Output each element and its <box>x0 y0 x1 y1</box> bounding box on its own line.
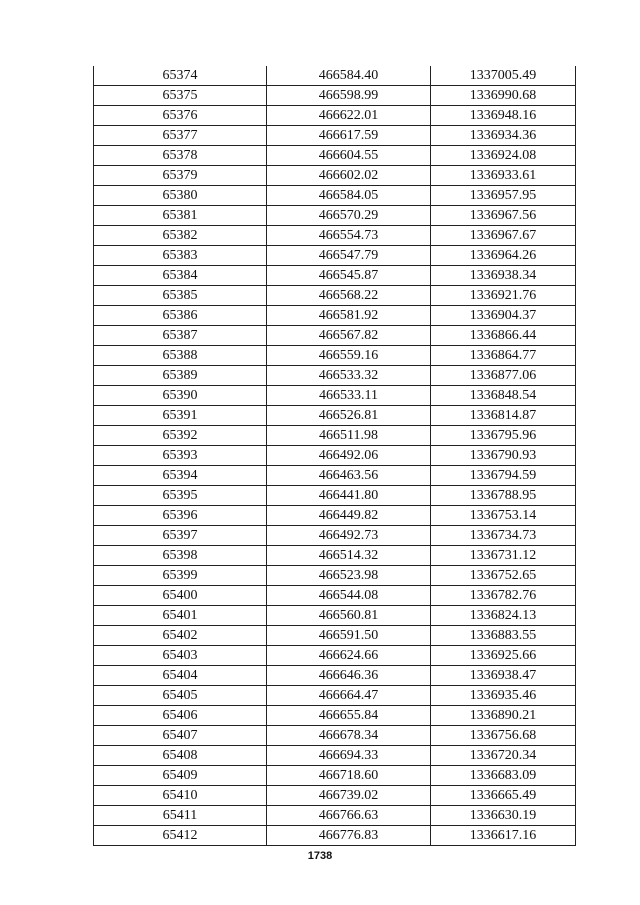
x-coordinate-cell: 466568.22 <box>267 286 431 306</box>
table-row <box>94 326 576 346</box>
table-row <box>94 446 576 466</box>
table-row <box>94 506 576 526</box>
y-coordinate-cell: 1336864.77 <box>431 346 576 366</box>
x-coordinate-cell: 466694.33 <box>267 746 431 766</box>
x-coordinate-cell: 466584.05 <box>267 186 431 206</box>
y-coordinate-cell: 1336933.61 <box>431 166 576 186</box>
table-row <box>94 346 576 366</box>
table-row <box>94 66 576 86</box>
point-id-cell: 65384 <box>94 266 267 286</box>
point-id-cell: 65394 <box>94 466 267 486</box>
y-coordinate-cell: 1336938.47 <box>431 666 576 686</box>
table-row <box>94 266 576 286</box>
x-coordinate-cell: 466604.55 <box>267 146 431 166</box>
x-coordinate-cell: 466739.02 <box>267 786 431 806</box>
x-coordinate-cell: 466449.82 <box>267 506 431 526</box>
y-coordinate-cell: 1337005.49 <box>431 66 576 86</box>
x-coordinate-cell: 466622.01 <box>267 106 431 126</box>
y-coordinate-cell: 1336934.36 <box>431 126 576 146</box>
table-row <box>94 526 576 546</box>
x-coordinate-cell: 466526.81 <box>267 406 431 426</box>
x-coordinate-cell: 466598.99 <box>267 86 431 106</box>
y-coordinate-cell: 1336814.87 <box>431 406 576 426</box>
point-id-cell: 65383 <box>94 246 267 266</box>
coordinate-table <box>93 66 576 846</box>
x-coordinate-cell: 466441.80 <box>267 486 431 506</box>
point-id-cell: 65389 <box>94 366 267 386</box>
table-row <box>94 166 576 186</box>
y-coordinate-cell: 1336967.56 <box>431 206 576 226</box>
x-coordinate-cell: 466570.29 <box>267 206 431 226</box>
table-row <box>94 286 576 306</box>
point-id-cell: 65392 <box>94 426 267 446</box>
table-row <box>94 226 576 246</box>
point-id-cell: 65388 <box>94 346 267 366</box>
table-row <box>94 246 576 266</box>
table-row <box>94 706 576 726</box>
point-id-cell: 65377 <box>94 126 267 146</box>
y-coordinate-cell: 1336877.06 <box>431 366 576 386</box>
x-coordinate-cell: 466463.56 <box>267 466 431 486</box>
point-id-cell: 65407 <box>94 726 267 746</box>
point-id-cell: 65397 <box>94 526 267 546</box>
point-id-cell: 65406 <box>94 706 267 726</box>
y-coordinate-cell: 1336824.13 <box>431 606 576 626</box>
x-coordinate-cell: 466511.98 <box>267 426 431 446</box>
point-id-cell: 65381 <box>94 206 267 226</box>
x-coordinate-cell: 466492.06 <box>267 446 431 466</box>
table-row <box>94 206 576 226</box>
y-coordinate-cell: 1336866.44 <box>431 326 576 346</box>
x-coordinate-cell: 466664.47 <box>267 686 431 706</box>
y-coordinate-cell: 1336883.55 <box>431 626 576 646</box>
table-row <box>94 786 576 806</box>
x-coordinate-cell: 466560.81 <box>267 606 431 626</box>
x-coordinate-cell: 466554.73 <box>267 226 431 246</box>
point-id-cell: 65405 <box>94 686 267 706</box>
y-coordinate-cell: 1336938.34 <box>431 266 576 286</box>
table-row <box>94 806 576 826</box>
point-id-cell: 65403 <box>94 646 267 666</box>
table-row <box>94 606 576 626</box>
table-row <box>94 646 576 666</box>
x-coordinate-cell: 466646.36 <box>267 666 431 686</box>
x-coordinate-cell: 466617.59 <box>267 126 431 146</box>
y-coordinate-cell: 1336630.19 <box>431 806 576 826</box>
point-id-cell: 65378 <box>94 146 267 166</box>
x-coordinate-cell: 466533.32 <box>267 366 431 386</box>
point-id-cell: 65411 <box>94 806 267 826</box>
y-coordinate-cell: 1336964.26 <box>431 246 576 266</box>
table-row <box>94 426 576 446</box>
y-coordinate-cell: 1336788.95 <box>431 486 576 506</box>
point-id-cell: 65387 <box>94 326 267 346</box>
point-id-cell: 65404 <box>94 666 267 686</box>
point-id-cell: 65385 <box>94 286 267 306</box>
table-row <box>94 566 576 586</box>
point-id-cell: 65400 <box>94 586 267 606</box>
y-coordinate-cell: 1336957.95 <box>431 186 576 206</box>
table-row <box>94 106 576 126</box>
table-row <box>94 366 576 386</box>
table-row <box>94 186 576 206</box>
point-id-cell: 65412 <box>94 826 267 846</box>
y-coordinate-cell: 1336904.37 <box>431 306 576 326</box>
y-coordinate-cell: 1336990.68 <box>431 86 576 106</box>
y-coordinate-cell: 1336924.08 <box>431 146 576 166</box>
x-coordinate-cell: 466678.34 <box>267 726 431 746</box>
point-id-cell: 65374 <box>94 66 267 86</box>
point-id-cell: 65382 <box>94 226 267 246</box>
page-number: 1738 <box>307 850 333 862</box>
table-row <box>94 686 576 706</box>
point-id-cell: 65398 <box>94 546 267 566</box>
x-coordinate-cell: 466492.73 <box>267 526 431 546</box>
point-id-cell: 65376 <box>94 106 267 126</box>
x-coordinate-cell: 466581.92 <box>267 306 431 326</box>
x-coordinate-cell: 466776.83 <box>267 826 431 846</box>
point-id-cell: 65401 <box>94 606 267 626</box>
x-coordinate-cell: 466567.82 <box>267 326 431 346</box>
table-body <box>94 66 576 846</box>
point-id-cell: 65399 <box>94 566 267 586</box>
point-id-cell: 65409 <box>94 766 267 786</box>
x-coordinate-cell: 466545.87 <box>267 266 431 286</box>
point-id-cell: 65379 <box>94 166 267 186</box>
x-coordinate-cell: 466523.98 <box>267 566 431 586</box>
point-id-cell: 65410 <box>94 786 267 806</box>
table-row <box>94 86 576 106</box>
x-coordinate-cell: 466591.50 <box>267 626 431 646</box>
point-id-cell: 65393 <box>94 446 267 466</box>
y-coordinate-cell: 1336665.49 <box>431 786 576 806</box>
table-row <box>94 766 576 786</box>
y-coordinate-cell: 1336794.59 <box>431 466 576 486</box>
y-coordinate-cell: 1336921.76 <box>431 286 576 306</box>
x-coordinate-cell: 466718.60 <box>267 766 431 786</box>
y-coordinate-cell: 1336948.16 <box>431 106 576 126</box>
y-coordinate-cell: 1336720.34 <box>431 746 576 766</box>
point-id-cell: 65386 <box>94 306 267 326</box>
point-id-cell: 65408 <box>94 746 267 766</box>
y-coordinate-cell: 1336753.14 <box>431 506 576 526</box>
y-coordinate-cell: 1336782.76 <box>431 586 576 606</box>
y-coordinate-cell: 1336935.46 <box>431 686 576 706</box>
table-row <box>94 386 576 406</box>
y-coordinate-cell: 1336731.12 <box>431 546 576 566</box>
y-coordinate-cell: 1336617.16 <box>431 826 576 846</box>
y-coordinate-cell: 1336683.09 <box>431 766 576 786</box>
table-row <box>94 666 576 686</box>
x-coordinate-cell: 466766.63 <box>267 806 431 826</box>
y-coordinate-cell: 1336734.73 <box>431 526 576 546</box>
x-coordinate-cell: 466624.66 <box>267 646 431 666</box>
table-row <box>94 146 576 166</box>
x-coordinate-cell: 466584.40 <box>267 66 431 86</box>
y-coordinate-cell: 1336890.21 <box>431 706 576 726</box>
point-id-cell: 65390 <box>94 386 267 406</box>
point-id-cell: 65375 <box>94 86 267 106</box>
table-row <box>94 306 576 326</box>
table-row <box>94 626 576 646</box>
y-coordinate-cell: 1336967.67 <box>431 226 576 246</box>
table-row <box>94 466 576 486</box>
x-coordinate-cell: 466655.84 <box>267 706 431 726</box>
y-coordinate-cell: 1336752.65 <box>431 566 576 586</box>
point-id-cell: 65395 <box>94 486 267 506</box>
point-id-cell: 65391 <box>94 406 267 426</box>
x-coordinate-cell: 466547.79 <box>267 246 431 266</box>
y-coordinate-cell: 1336756.68 <box>431 726 576 746</box>
table-row <box>94 586 576 606</box>
y-coordinate-cell: 1336790.93 <box>431 446 576 466</box>
x-coordinate-cell: 466559.16 <box>267 346 431 366</box>
point-id-cell: 65380 <box>94 186 267 206</box>
x-coordinate-cell: 466602.02 <box>267 166 431 186</box>
x-coordinate-cell: 466533.11 <box>267 386 431 406</box>
point-id-cell: 65396 <box>94 506 267 526</box>
y-coordinate-cell: 1336795.96 <box>431 426 576 446</box>
table-row <box>94 826 576 846</box>
table-row <box>94 546 576 566</box>
table-row <box>94 726 576 746</box>
y-coordinate-cell: 1336848.54 <box>431 386 576 406</box>
y-coordinate-cell: 1336925.66 <box>431 646 576 666</box>
x-coordinate-cell: 466514.32 <box>267 546 431 566</box>
point-id-cell: 65402 <box>94 626 267 646</box>
table-row <box>94 746 576 766</box>
table-row <box>94 486 576 506</box>
x-coordinate-cell: 466544.08 <box>267 586 431 606</box>
table-row <box>94 406 576 426</box>
table-row <box>94 126 576 146</box>
